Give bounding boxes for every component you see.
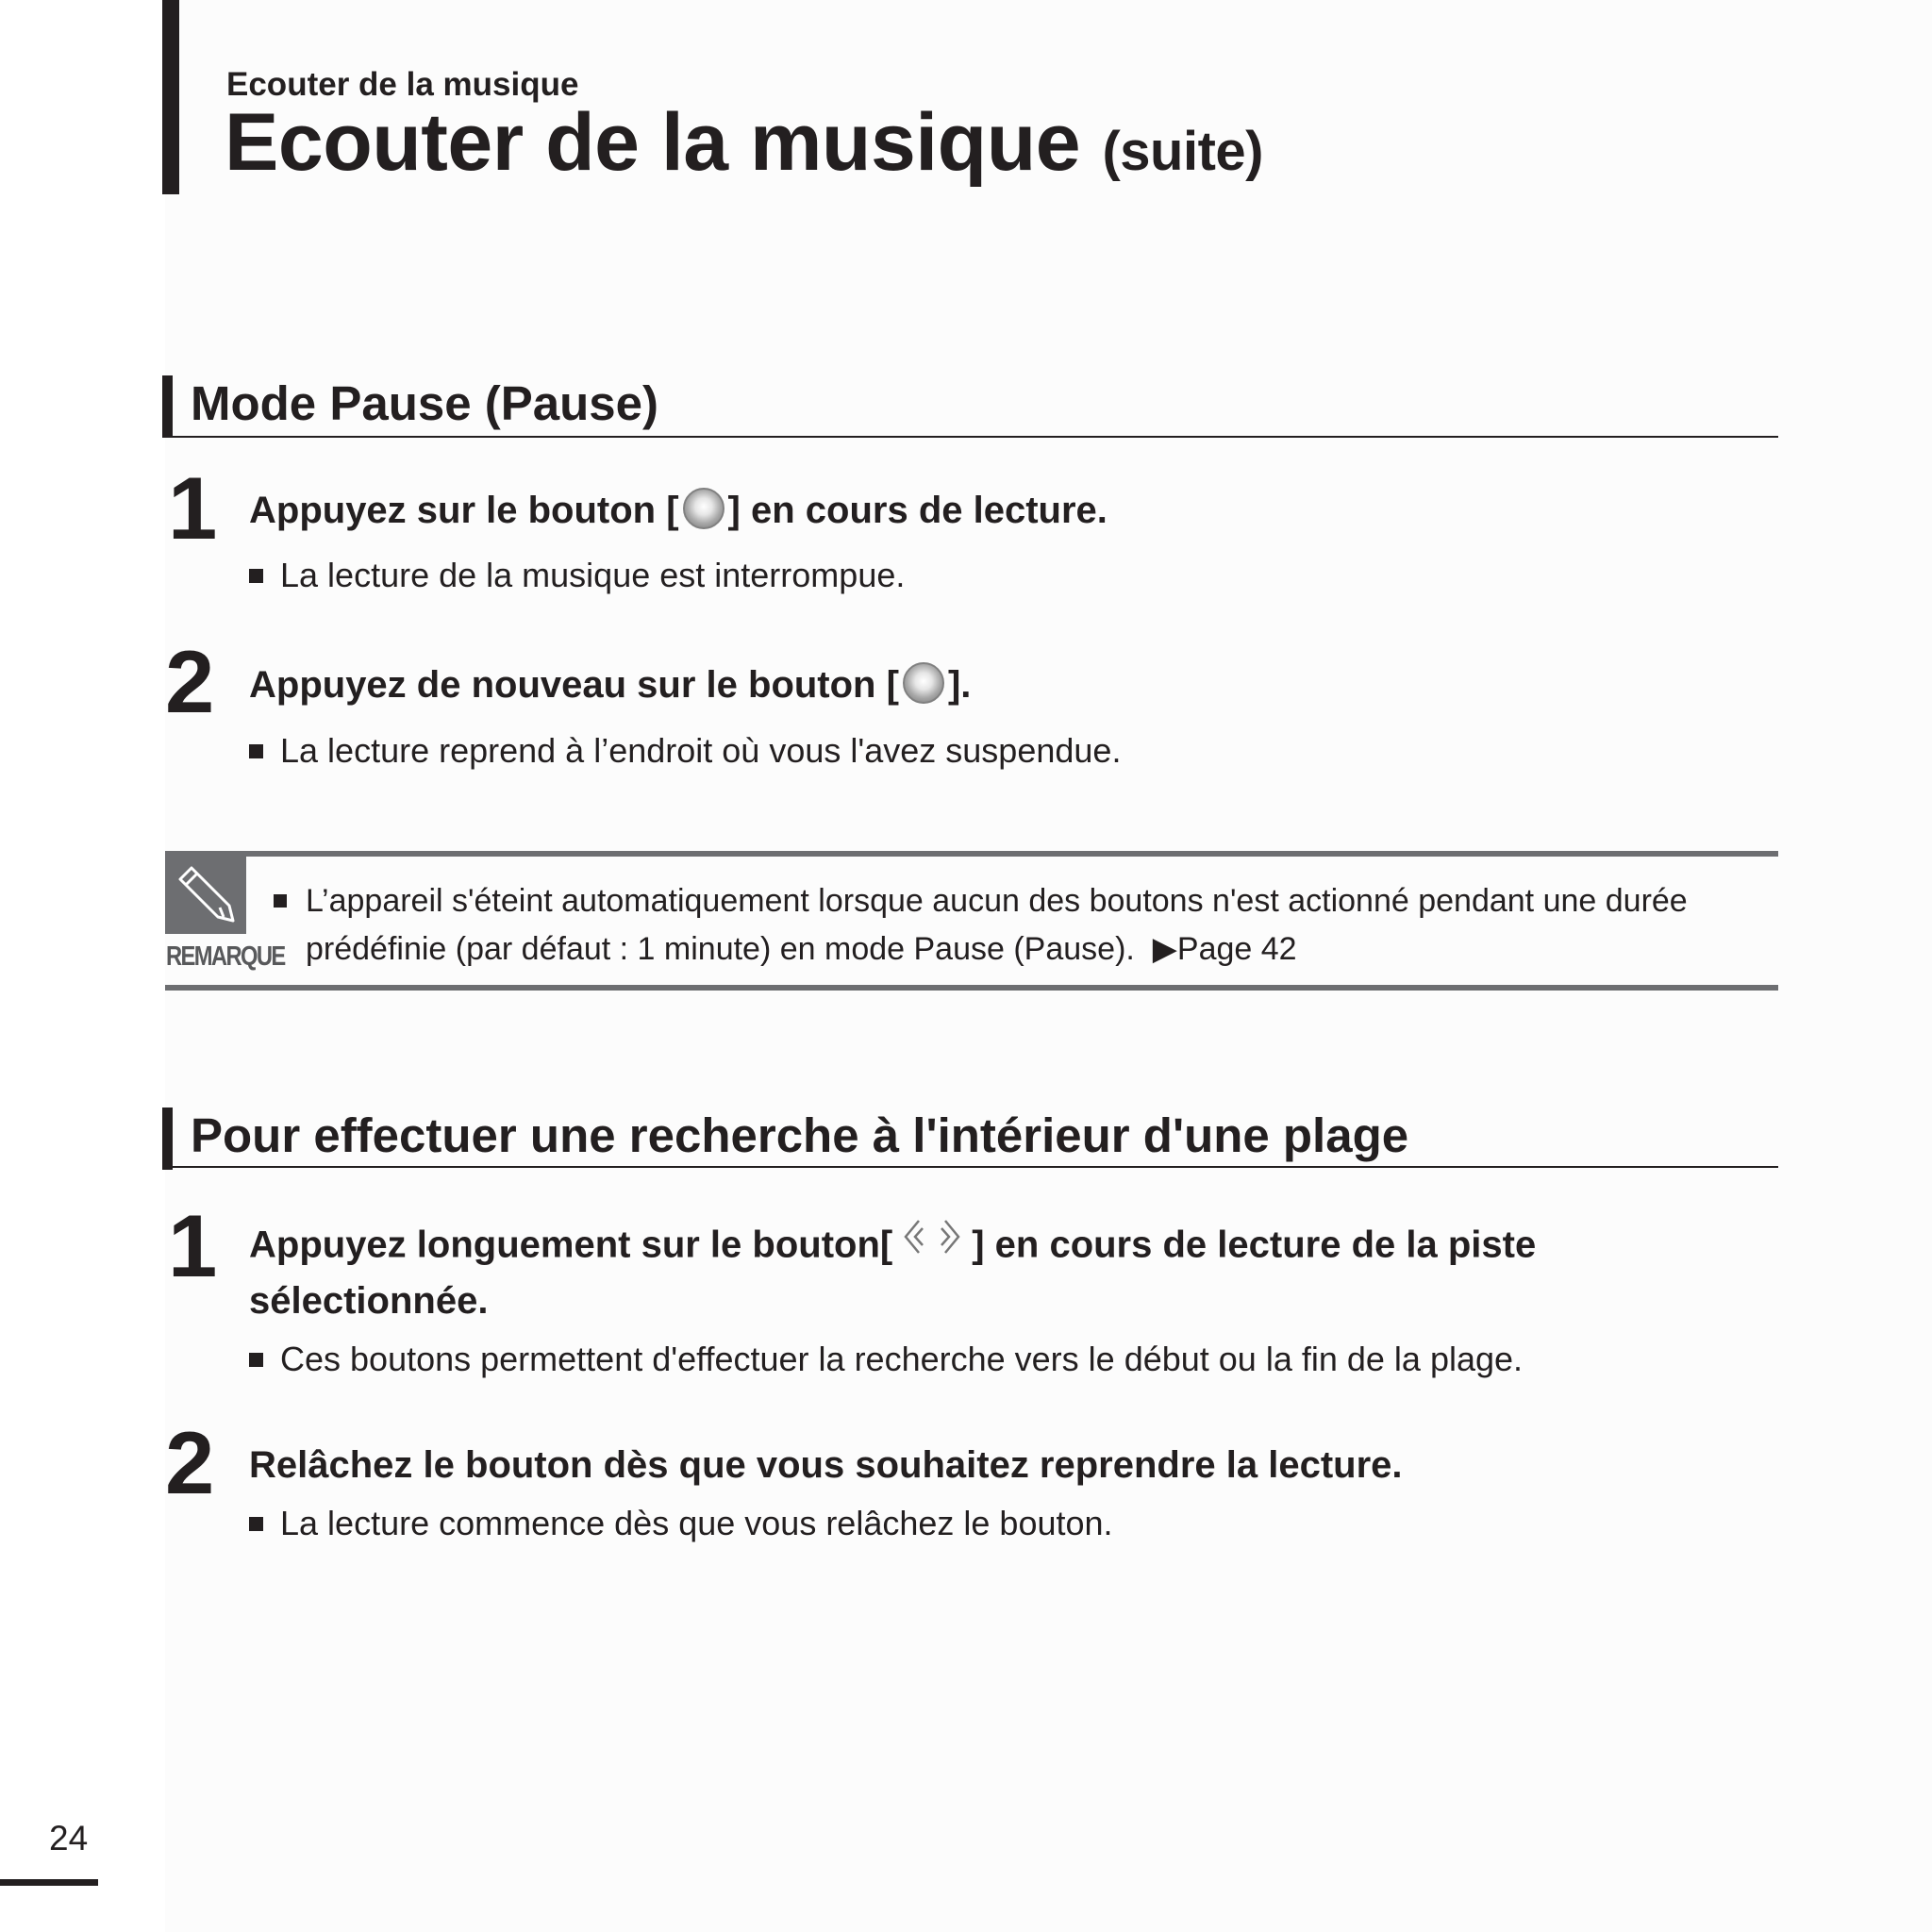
section-rule bbox=[173, 1166, 1778, 1168]
bullet-square-icon bbox=[249, 1517, 263, 1531]
step-text-part: ]. bbox=[947, 664, 972, 706]
step-instruction: Relâchez le bouton dès que vous souhaitez reprendre la lecture. bbox=[249, 1444, 1403, 1486]
play-pause-button-icon bbox=[903, 662, 944, 704]
header-accent-bar bbox=[162, 0, 179, 194]
bullet-text: La lecture de la musique est interrompue. bbox=[280, 556, 906, 594]
note-line bbox=[274, 925, 1745, 974]
bullet-text: La lecture commence dès que vous relâchez le bouton. bbox=[280, 1504, 1113, 1542]
section-accent-bar bbox=[162, 375, 173, 438]
note-text bbox=[274, 877, 1745, 974]
bullet-square-icon bbox=[249, 744, 263, 758]
step-bullet bbox=[249, 1504, 1113, 1543]
step-instruction bbox=[249, 485, 1108, 536]
note-line bbox=[274, 877, 1745, 925]
page-number: 24 bbox=[49, 1819, 89, 1857]
bullet-text: Ces boutons permettent d'effectuer la recherche vers le début ou la fin de la plage. bbox=[280, 1340, 1524, 1378]
step-number: 1 bbox=[168, 458, 215, 558]
bullet-text: La lecture reprend à l’endroit où vous l'avez suspendue. bbox=[280, 731, 1122, 770]
step-text-part: Appuyez de nouveau sur le bouton [ bbox=[249, 664, 899, 706]
skip-forward-button-icon bbox=[938, 1215, 966, 1272]
page-number-rule bbox=[0, 1879, 98, 1886]
note-top-rule bbox=[165, 851, 1778, 857]
step-line bbox=[249, 1219, 1536, 1275]
step-number: 1 bbox=[168, 1196, 215, 1295]
play-pause-button-icon bbox=[683, 488, 724, 529]
note-bottom-rule bbox=[165, 985, 1778, 991]
skip-back-button-icon bbox=[898, 1215, 926, 1272]
note-line-text: L’appareil s'éteint automatiquement lorsque aucun des boutons n'est actionné pendant une durée bbox=[306, 883, 1688, 919]
bullet-square-icon bbox=[249, 1353, 263, 1367]
page-ref-arrow-icon: ▶ bbox=[1152, 931, 1177, 967]
breadcrumb: Ecouter de la musique bbox=[226, 66, 579, 103]
step-number: 2 bbox=[165, 1413, 212, 1512]
section-rule bbox=[173, 436, 1778, 438]
step-bullet bbox=[249, 731, 1121, 771]
bullet-square-icon bbox=[274, 894, 287, 908]
step-line: sélectionnée. bbox=[249, 1280, 489, 1322]
page-title-suffix: (suite) bbox=[1102, 121, 1263, 182]
step-instruction bbox=[249, 659, 971, 710]
section-title-search: Pour effectuer une recherche à l'intérieur d'une plage bbox=[191, 1108, 1409, 1162]
step-number: 2 bbox=[165, 632, 212, 731]
note-line-text: prédéfinie (par défaut : 1 minute) en mode Pause (Pause). bbox=[306, 931, 1135, 967]
step-text-part: Appuyez longuement sur le bouton[ bbox=[249, 1224, 893, 1266]
section-title-pause: Mode Pause (Pause) bbox=[191, 376, 658, 430]
page-title bbox=[225, 96, 1263, 190]
note-label: REMARQUE bbox=[166, 941, 285, 972]
step-text-part: ] en cours de lecture de la piste bbox=[972, 1224, 1537, 1266]
step-bullet bbox=[249, 556, 905, 595]
bullet-square-icon bbox=[249, 569, 263, 583]
page-reference-link[interactable]: Page 42 bbox=[1176, 931, 1297, 967]
step-text-part: Appuyez sur le bouton [ bbox=[249, 490, 679, 531]
step-text-part: ] en cours de lecture. bbox=[727, 490, 1108, 531]
step-instruction bbox=[249, 1219, 1536, 1326]
pencil-note-icon bbox=[165, 855, 246, 934]
step-bullet bbox=[249, 1340, 1523, 1379]
page-title-main: Ecouter de la musique bbox=[225, 97, 1081, 188]
section-accent-bar bbox=[162, 1108, 173, 1170]
